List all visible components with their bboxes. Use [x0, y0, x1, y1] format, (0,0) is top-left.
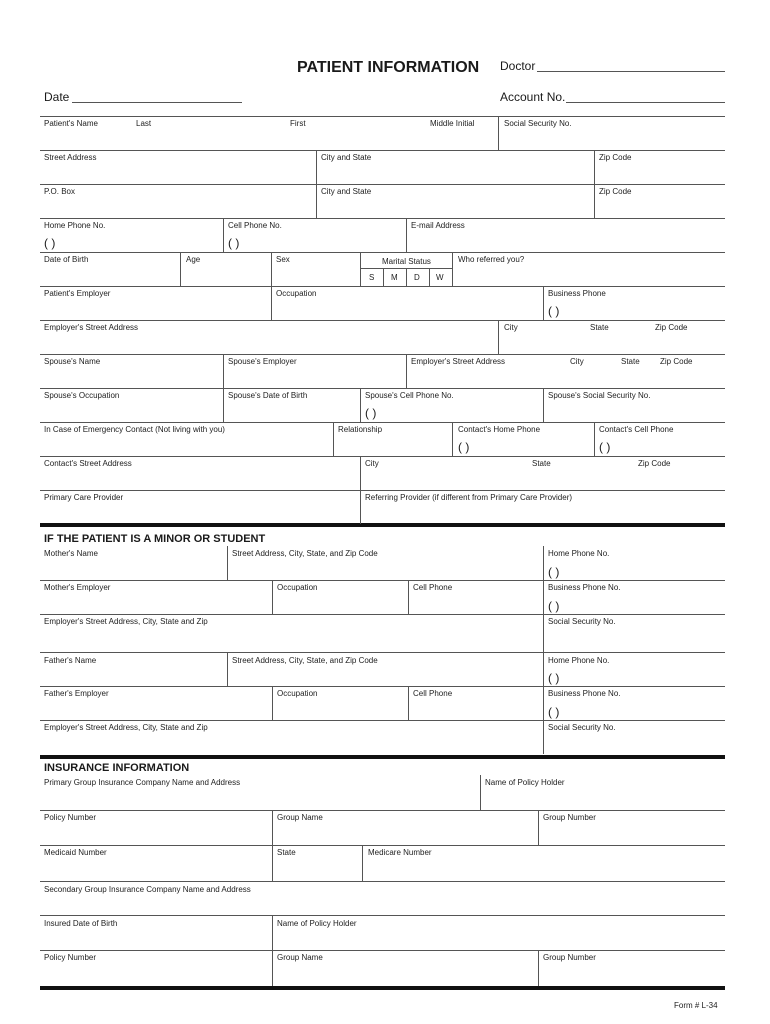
row-line — [40, 388, 725, 389]
area-code-parens: ( ) — [228, 236, 240, 250]
section-divider — [40, 755, 725, 759]
cell-divider — [543, 652, 544, 754]
cell-divider — [227, 652, 228, 686]
employer-label: Patient's Employer — [44, 289, 111, 298]
home-phone-label: Home Phone No. — [44, 221, 106, 230]
emergency-contact-label: In Case of Emergency Contact (Not living with you) — [44, 425, 225, 434]
doctor-field[interactable] — [537, 71, 725, 72]
cell-divider — [498, 320, 499, 354]
cell-divider — [227, 546, 228, 580]
spouse-employer-street-label: Employer's Street Address — [411, 357, 506, 366]
section-divider — [40, 986, 725, 990]
cell-divider — [316, 150, 317, 218]
spouse-employer-label: Spouse's Employer — [228, 357, 297, 366]
row-line — [40, 810, 725, 811]
cell-divider — [271, 252, 272, 320]
city-state-label: City and State — [321, 153, 372, 162]
row-line — [40, 354, 725, 355]
dob-label: Date of Birth — [44, 255, 89, 264]
po-box-label: P.O. Box — [44, 187, 75, 196]
cell-divider — [180, 252, 181, 286]
policy-number-label-2: Policy Number — [44, 953, 97, 962]
row-line — [40, 652, 725, 653]
cell-divider — [408, 580, 409, 614]
cell-divider — [223, 388, 224, 422]
father-occupation-label: Occupation — [277, 689, 318, 698]
cell-divider — [538, 810, 539, 845]
date-field[interactable] — [72, 102, 242, 103]
row-line — [40, 150, 725, 151]
cell-divider — [452, 252, 453, 286]
row-line — [40, 490, 725, 491]
row-line — [40, 580, 725, 581]
cell-divider — [406, 354, 407, 388]
spouse-city-label: City — [570, 357, 584, 366]
spouse-ssn-label: Spouse's Social Security No. — [548, 391, 651, 400]
primary-insurance-label: Primary Group Insurance Company Name and Address — [44, 778, 241, 787]
mother-home-phone-label: Home Phone No. — [548, 549, 610, 558]
date-label: Date — [44, 90, 70, 104]
cell-divider — [223, 218, 224, 252]
group-name-label: Group Name — [277, 813, 323, 822]
area-code-parens: ( ) — [44, 236, 56, 250]
row-line — [40, 456, 725, 457]
spouse-zip-label: Zip Code — [660, 357, 693, 366]
marital-option-m[interactable]: M — [391, 273, 398, 282]
row-line — [40, 422, 725, 423]
zip-code-label-2: Zip Code — [599, 187, 632, 196]
mothers-employer-label: Mother's Employer — [44, 583, 111, 592]
email-label: E-mail Address — [411, 221, 465, 230]
contact-city-label: City — [365, 459, 379, 468]
area-code-parens: ( ) — [599, 440, 611, 454]
group-name-label-2: Group Name — [277, 953, 323, 962]
row-line — [40, 116, 725, 117]
primary-care-label: Primary Care Provider — [44, 493, 124, 502]
cell-divider — [429, 268, 430, 286]
row-line — [40, 320, 725, 321]
area-code-parens: ( ) — [548, 705, 560, 719]
medicare-label: Medicare Number — [368, 848, 432, 857]
city-label: City — [504, 323, 518, 332]
area-code-parens: ( ) — [548, 671, 560, 685]
row-line — [40, 286, 725, 287]
cell-divider — [406, 218, 407, 252]
occupation-label: Occupation — [276, 289, 317, 298]
account-field[interactable] — [566, 102, 725, 103]
contact-home-phone-label: Contact's Home Phone — [458, 425, 541, 434]
cell-divider — [406, 268, 407, 286]
contact-state-label: State — [532, 459, 551, 468]
form-number: Form # L-34 — [674, 1001, 718, 1010]
father-street-label: Street Address, City, State, and Zip Code — [232, 656, 378, 665]
mother-business-phone-label: Business Phone No. — [548, 583, 621, 592]
row-line — [40, 686, 725, 687]
marital-option-s[interactable]: S — [369, 273, 375, 282]
relationship-label: Relationship — [338, 425, 383, 434]
spouse-cell-label: Spouse's Cell Phone No. — [365, 391, 454, 400]
account-label: Account No. — [500, 90, 566, 104]
mother-cell-label: Cell Phone — [413, 583, 453, 592]
cell-divider — [543, 546, 544, 652]
row-line — [40, 252, 725, 253]
cell-divider — [452, 422, 453, 456]
referring-provider-label: Referring Provider (if different from Primary Care Provider) — [365, 493, 573, 502]
doctor-label: Doctor — [500, 59, 536, 73]
medicaid-label: Medicaid Number — [44, 848, 107, 857]
spouse-dob-label: Spouse's Date of Birth — [228, 391, 308, 400]
cell-divider — [594, 422, 595, 456]
fathers-employer-label: Father's Employer — [44, 689, 109, 698]
cell-divider — [360, 456, 361, 524]
cell-divider — [362, 845, 363, 881]
section-divider — [40, 523, 725, 527]
middle-initial-label: Middle Initial — [430, 119, 475, 128]
policy-number-label: Policy Number — [44, 813, 97, 822]
contact-street-label: Contact's Street Address — [44, 459, 132, 468]
cell-phone-label: Cell Phone No. — [228, 221, 282, 230]
cell-divider — [360, 252, 361, 286]
cell-divider — [498, 116, 499, 150]
contact-cell-phone-label: Contact's Cell Phone — [599, 425, 674, 434]
spouse-state-label: State — [621, 357, 640, 366]
mother-occupation-label: Occupation — [277, 583, 318, 592]
mothers-name-label: Mother's Name — [44, 549, 98, 558]
mother-ssn-label: Social Security No. — [548, 617, 616, 626]
cell-divider — [333, 422, 334, 456]
cell-divider — [538, 950, 539, 986]
area-code-parens: ( ) — [365, 406, 377, 420]
secondary-insurance-label: Secondary Group Insurance Company Name and Address — [44, 885, 251, 894]
state-label: State — [590, 323, 609, 332]
page-title: PATIENT INFORMATION — [297, 59, 480, 76]
spouse-name-label: Spouse's Name — [44, 357, 101, 366]
spouse-occupation-label: Spouse's Occupation — [44, 391, 120, 400]
zip-code-label: Zip Code — [599, 153, 632, 162]
marital-option-w[interactable]: W — [436, 273, 444, 282]
area-code-parens: ( ) — [548, 565, 560, 579]
father-cell-label: Cell Phone — [413, 689, 453, 698]
row-line — [40, 184, 725, 185]
cell-divider — [383, 268, 384, 286]
row-line — [40, 614, 725, 615]
cell-divider — [408, 686, 409, 720]
cell-divider — [543, 286, 544, 320]
policy-holder-label-2: Name of Policy Holder — [277, 919, 357, 928]
cell-divider — [272, 915, 273, 986]
marital-option-d[interactable]: D — [414, 273, 420, 282]
row-line — [40, 720, 725, 721]
row-line — [40, 950, 725, 951]
fathers-name-label: Father's Name — [44, 656, 97, 665]
row-line — [40, 845, 725, 846]
cell-divider — [594, 150, 595, 218]
who-referred-label: Who referred you? — [458, 255, 525, 264]
employer-street-label: Employer's Street Address — [44, 323, 139, 332]
cell-divider — [223, 354, 224, 388]
cell-divider — [272, 810, 273, 881]
group-number-label: Group Number — [543, 813, 596, 822]
age-label: Age — [186, 255, 201, 264]
cell-divider — [360, 388, 361, 422]
row-line — [40, 915, 725, 916]
street-address-label: Street Address — [44, 153, 97, 162]
contact-zip-label: Zip Code — [638, 459, 671, 468]
father-ssn-label: Social Security No. — [548, 723, 616, 732]
marital-status-label: Marital Status — [382, 257, 431, 266]
insurance-state-label: State — [277, 848, 296, 857]
cell-divider — [272, 580, 273, 614]
cell-divider — [543, 388, 544, 422]
policy-holder-label: Name of Policy Holder — [485, 778, 565, 787]
father-home-phone-label: Home Phone No. — [548, 656, 610, 665]
zip-label: Zip Code — [655, 323, 688, 332]
city-state-label-2: City and State — [321, 187, 372, 196]
father-employer-street-label: Employer's Street Address, City, State and Zip — [44, 723, 208, 732]
mother-street-label: Street Address, City, State, and Zip Code — [232, 549, 378, 558]
ssn-label: Social Security No. — [504, 119, 572, 128]
insurance-section-heading: INSURANCE INFORMATION — [44, 762, 190, 774]
business-phone-label: Business Phone — [548, 289, 606, 298]
area-code-parens: ( ) — [548, 599, 560, 613]
cell-divider — [480, 775, 481, 810]
first-name-label: First — [290, 119, 306, 128]
row-line — [40, 881, 725, 882]
insured-dob-label: Insured Date of Birth — [44, 919, 118, 928]
group-number-label-2: Group Number — [543, 953, 596, 962]
area-code-parens: ( ) — [458, 440, 470, 454]
area-code-parens: ( ) — [548, 304, 560, 318]
last-name-label: Last — [136, 119, 152, 128]
row-line — [40, 218, 725, 219]
father-business-phone-label: Business Phone No. — [548, 689, 621, 698]
cell-divider — [272, 686, 273, 720]
patients-name-label: Patient's Name — [44, 119, 98, 128]
mother-employer-street-label: Employer's Street Address, City, State and Zip — [44, 617, 208, 626]
sex-label: Sex — [276, 255, 290, 264]
minor-section-heading: IF THE PATIENT IS A MINOR OR STUDENT — [44, 533, 266, 545]
